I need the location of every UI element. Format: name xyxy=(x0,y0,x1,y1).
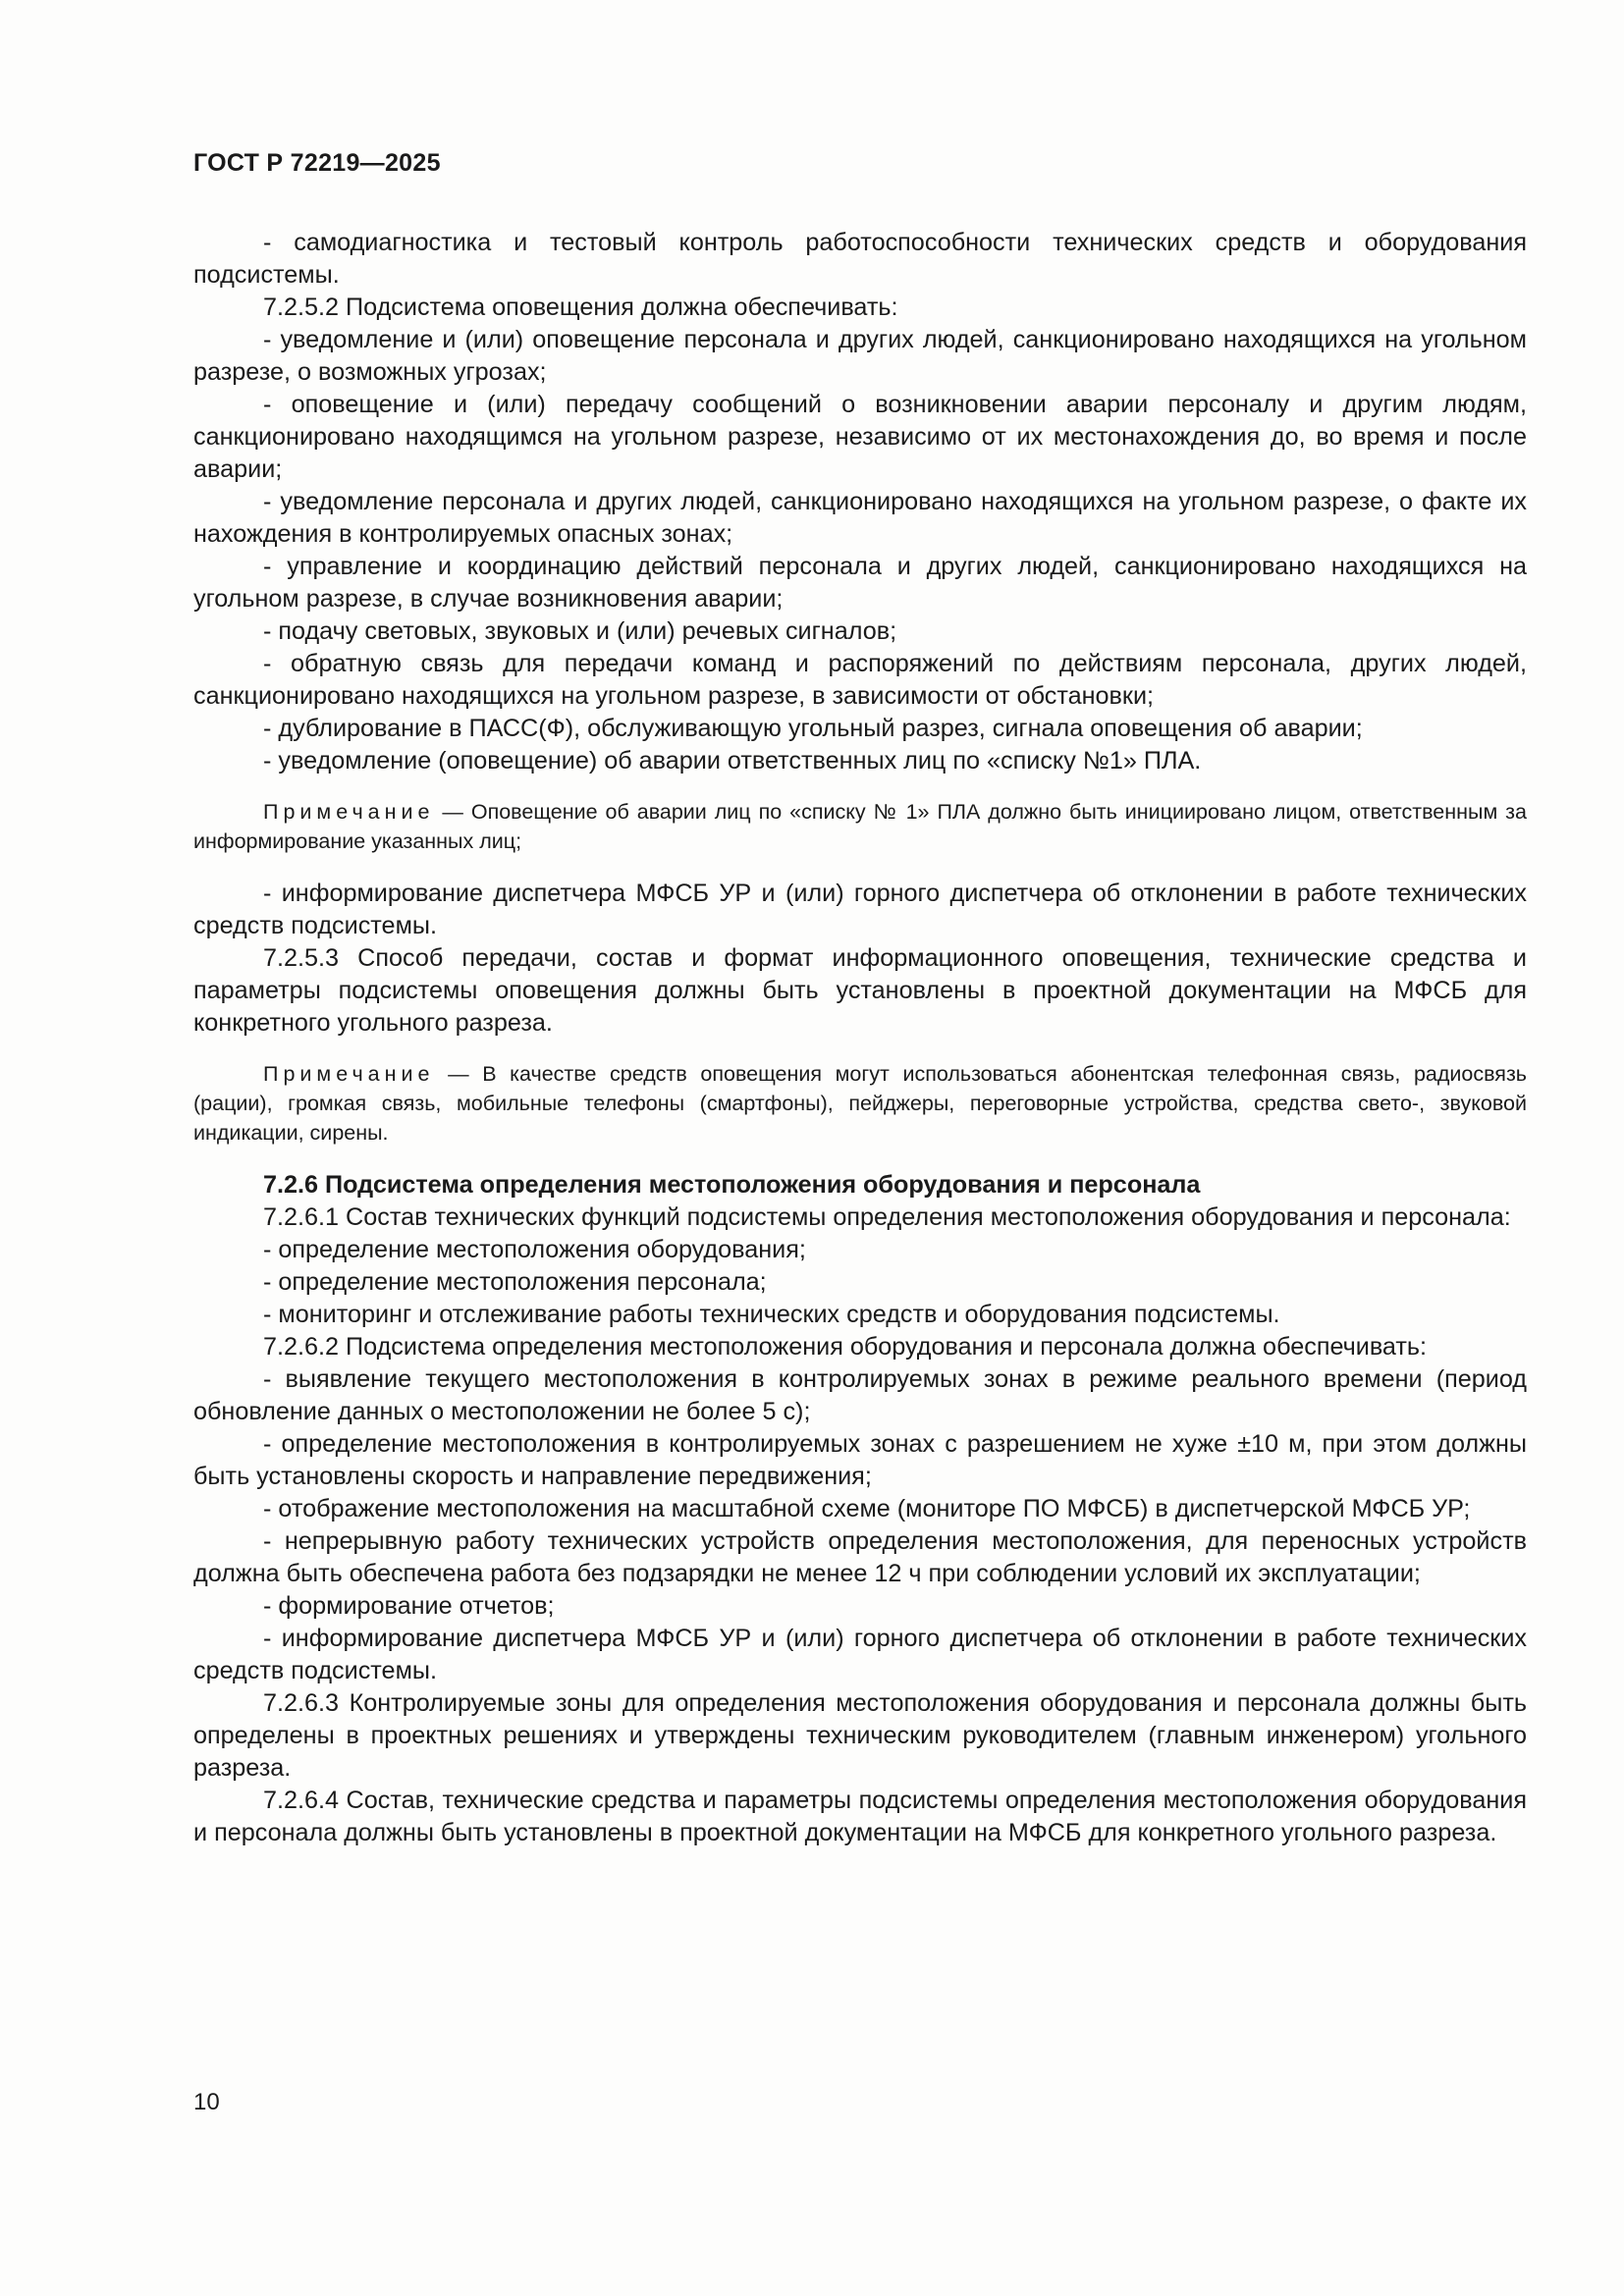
list-item: - подачу световых, звуковых и (или) речевых сигналов; xyxy=(263,617,897,645)
list-item: - уведомление и (или) оповещение персонала и других людей, санкционировано находящихся на угольном разрезе, о возможных угрозах; xyxy=(193,326,1527,386)
list-item: - оповещение и (или) передачу сообщений о возникновении аварии персоналу и другим людям, санкционировано находящимся на угольном разрезе, независимо от их местонахождения до, во время и после аварии; xyxy=(193,391,1527,483)
paragraph: - самодиагностика и тестовый контроль работоспособности технических средств и оборудования подсистемы. xyxy=(193,229,1527,289)
list-item: - выявление текущего местоположения в контролируемых зонах в режиме реального времени (период обновление данных о местоположении не более 5 с); xyxy=(193,1365,1527,1425)
list-item: - уведомление (оповещение) об аварии ответственных лиц по «списку №1» ПЛА. xyxy=(263,747,1202,774)
list-item: - определение местоположения персонала; xyxy=(263,1268,767,1296)
note-1 xyxy=(193,797,1527,856)
list-item: - управление и координацию действий персонала и других людей, санкционировано находящихся на угольном разрезе, в случае возникновения аварии; xyxy=(193,553,1527,613)
clause-7-2-6-2: 7.2.6.2 Подсистема определения местоположения оборудования и персонала должна обеспечивать: xyxy=(263,1333,1428,1361)
clause-7-2-6-3: 7.2.6.3 Контролируемые зоны для определения местоположения оборудования и персонала должны быть определены в проектных решениях и утверждены техническим руководителем (главным инженером) угольного разреза. xyxy=(193,1689,1527,1782)
note-text: — Оповещение об аварии лиц по «списку № 1» ПЛА должно быть инициировано лицом, ответственным за информирование указанных лиц; xyxy=(193,800,1527,853)
list-item: - информирование диспетчера МФСБ УР и (или) горного диспетчера об отклонении в работе технических средств подсистемы. xyxy=(193,880,1527,939)
list-item: - обратную связь для передачи команд и распоряжений по действиям персонала, других людей, санкционировано находящихся на угольном разрезе, в зависимости от обстановки; xyxy=(193,650,1527,710)
document-body xyxy=(193,227,1527,1849)
page-number: 10 xyxy=(193,2089,220,2115)
list-item: - дублирование в ПАСС(Ф), обслуживающую угольный разрез, сигнала оповещения об аварии; xyxy=(263,715,1363,742)
list-item: - отображение местоположения на масштабной схеме (мониторе ПО МФСБ) в диспетчерской МФСБ УР; xyxy=(263,1495,1471,1522)
list-item: - мониторинг и отслеживание работы технических средств и оборудования подсистемы. xyxy=(263,1301,1280,1328)
note-text: — В качестве средств оповещения могут использоваться абонентская телефонная связь, радиосвязь (рации), громкая связь, мобильные телефоны (смартфоны), пейджеры, переговорные устройства, средства свето-, звуковой индикации, сирены. xyxy=(193,1062,1527,1145)
list-item: - уведомление персонала и других людей, санкционировано находящихся на угольном разрезе, о факте их нахождения в контролируемых опасных зонах; xyxy=(193,488,1527,548)
standard-code-header: ГОСТ Р 72219—2025 xyxy=(193,149,441,177)
note-label: Примечание xyxy=(263,1062,435,1086)
list-item: - формирование отчетов; xyxy=(263,1592,555,1620)
clause-7-2-5-2: 7.2.5.2 Подсистема оповещения должна обеспечивать: xyxy=(263,294,898,321)
list-item: - непрерывную работу технических устройств определения местоположения, для переносных устройств должна быть обеспечена работа без подзарядки не менее 12 ч при соблюдении условий их эксплуатации; xyxy=(193,1527,1527,1587)
section-heading-7-2-6: 7.2.6 Подсистема определения местоположения оборудования и персонала xyxy=(263,1171,1201,1199)
clause-7-2-5-3: 7.2.5.3 Способ передачи, состав и формат информационного оповещения, технические средства и параметры подсистемы оповещения должны быть установлены в проектной документации на МФСБ для конкретного угольного разреза. xyxy=(193,944,1527,1037)
list-item: - информирование диспетчера МФСБ УР и (или) горного диспетчера об отклонении в работе технических средств подсистемы. xyxy=(193,1625,1527,1684)
note-2 xyxy=(193,1059,1527,1148)
list-item: - определение местоположения в контролируемых зонах с разрешением не хуже ±10 м, при этом должны быть установлены скорость и направление передвижения; xyxy=(193,1430,1527,1490)
list-item: - определение местоположения оборудования; xyxy=(263,1236,806,1263)
clause-7-2-6-1: 7.2.6.1 Состав технических функций подсистемы определения местоположения оборудования и персонала: xyxy=(263,1203,1511,1231)
note-label: Примечание xyxy=(263,800,435,824)
clause-7-2-6-4: 7.2.6.4 Состав, технические средства и параметры подсистемы определения местоположения оборудования и персонала должны быть установлены в проектной документации на МФСБ для конкретного угольного разреза. xyxy=(193,1787,1527,1846)
